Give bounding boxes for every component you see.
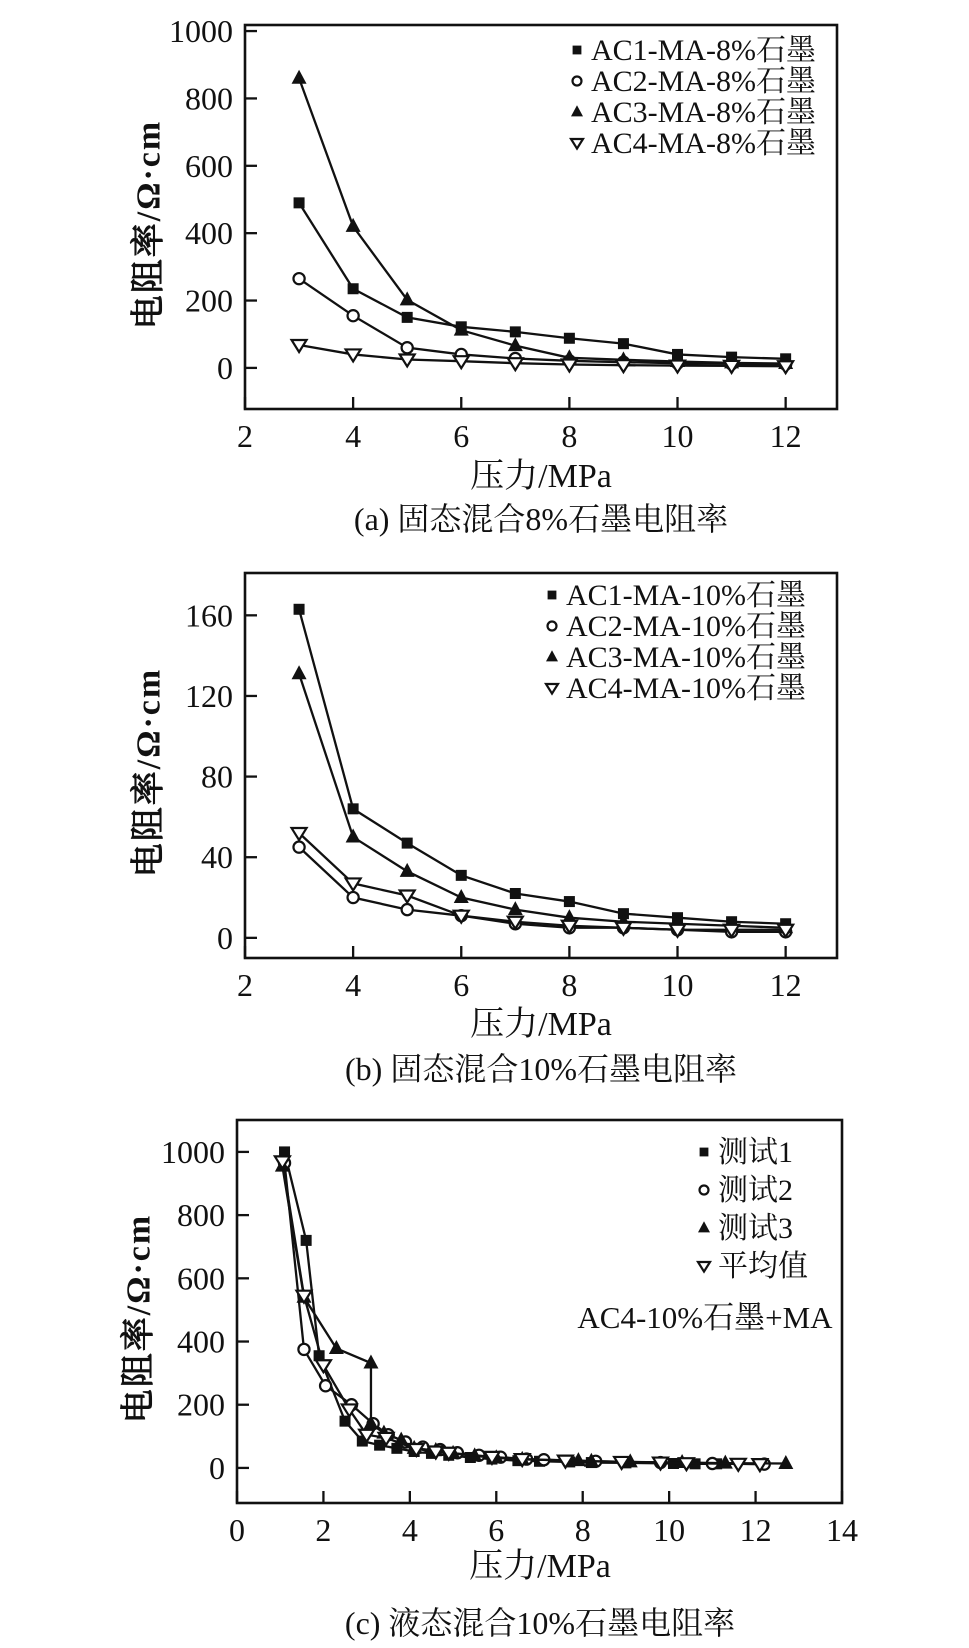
chart-a-ylabel: 电阻率/Ω·cm <box>130 119 168 330</box>
chart-b-xlabel: 压力/MPa <box>470 1006 612 1043</box>
chart-c-caption: (c) 液态混合10%石墨电阻率 <box>344 1605 736 1641</box>
chart-a-caption: (a) 固态混合8%石墨电阻率 <box>353 501 729 537</box>
chart-a-x-tick-label: 12 <box>769 418 802 454</box>
chart-b-series-marker-0 <box>348 803 359 814</box>
chart-a-series-line-0 <box>299 203 786 359</box>
chart-a-series-marker-0 <box>348 283 359 294</box>
chart-c-x-tick-label: 8 <box>574 1512 591 1548</box>
chart-b-series-marker-0 <box>510 888 521 899</box>
chart-c-y-tick-label: 1000 <box>161 1133 225 1170</box>
chart-a-y-tick-label: 400 <box>185 215 233 252</box>
chart-c-ylabel: 电阻率/Ω·cm <box>120 1213 158 1424</box>
chart-b-y-tick-label: 0 <box>217 919 233 956</box>
chart-b-series-marker-2 <box>292 665 307 679</box>
chart-b-x-tick-label: 4 <box>345 967 362 1003</box>
chart-c-legend-label-2: 测试3 <box>718 1212 793 1245</box>
chart-b-series-line-2 <box>299 674 786 928</box>
chart-b-x-tick-label: 6 <box>453 967 470 1003</box>
chart-c-legend-marker-1 <box>700 1186 709 1195</box>
chart-a-x-tick-label: 4 <box>345 418 362 454</box>
chart-c-xlabel: 压力/MPa <box>469 1548 611 1585</box>
chart-c-x-tick-label: 10 <box>653 1512 686 1548</box>
chart-c-x-tick-label: 6 <box>488 1512 505 1548</box>
chart-c-legend-marker-0 <box>700 1148 709 1157</box>
chart-b-legend-label-1: AC2-MA-10%石墨 <box>566 610 806 643</box>
chart-b-series-marker-1 <box>348 892 359 903</box>
chart-c-x-tick-label: 2 <box>315 1512 332 1548</box>
chart-b-series-marker-2 <box>400 863 415 877</box>
chart-c-legend-marker-2 <box>698 1221 710 1232</box>
chart-b-series-marker-0 <box>564 896 575 907</box>
chart-c-series-marker-3 <box>316 1360 331 1372</box>
chart-c-y-tick-label: 0 <box>209 1449 225 1486</box>
chart-a-series-marker-0 <box>402 312 413 323</box>
chart-b-legend-marker-3 <box>546 684 558 694</box>
chart-a-series-marker-1 <box>402 342 413 353</box>
chart-b-legend-marker-0 <box>548 591 557 600</box>
chart-b-series-marker-1 <box>402 904 413 915</box>
chart-c-series-marker-0 <box>301 1235 312 1246</box>
chart-a-legend-label-1: AC2-MA-8%石墨 <box>591 65 816 98</box>
chart-a-legend-label-3: AC4-MA-8%石墨 <box>591 127 816 160</box>
chart-c-y-tick-label: 600 <box>177 1260 225 1297</box>
chart-a-legend-marker-0 <box>573 46 582 55</box>
chart-c-x-tick-label: 0 <box>229 1512 245 1548</box>
chart-a-y-tick-label: 600 <box>185 147 233 184</box>
chart-c-x-tick-label: 12 <box>739 1512 772 1548</box>
chart-b-series-line-1 <box>299 847 786 932</box>
chart-a-y-tick-label: 0 <box>217 349 233 386</box>
chart-b-y-tick-label: 160 <box>185 597 233 634</box>
chart-b-y-tick-label: 120 <box>185 677 233 714</box>
chart-b-x-tick-label: 2 <box>237 967 253 1003</box>
chart-a-legend-marker-2 <box>571 105 583 116</box>
chart-a-x-tick-label: 2 <box>237 418 253 454</box>
chart-a-y-tick-label: 200 <box>185 282 233 319</box>
chart-b-y-tick-label: 40 <box>201 839 233 876</box>
chart-b-y-tick-label: 80 <box>201 758 233 795</box>
chart-b-x-tick-label: 12 <box>769 967 802 1003</box>
chart-a-x-tick-label: 6 <box>453 418 470 454</box>
chart-a-x-tick-label: 10 <box>661 418 694 454</box>
chart-b-caption: (b) 固态混合10%石墨电阻率 <box>345 1051 737 1087</box>
chart-a-series-marker-2 <box>292 70 307 84</box>
chart-a-legend-marker-3 <box>571 139 583 149</box>
chart-a-y-tick-label: 800 <box>185 80 233 117</box>
chart-c-legend-label-0: 测试1 <box>718 1136 793 1169</box>
chart-c-y-tick-label: 400 <box>177 1323 225 1360</box>
chart-a-legend-label-0: AC1-MA-8%石墨 <box>591 34 816 67</box>
chart-b-legend-marker-1 <box>548 622 557 631</box>
chart-b-legend-label-3: AC4-MA-10%石墨 <box>566 672 806 705</box>
chart-b-legend-label-2: AC3-MA-10%石墨 <box>566 641 806 674</box>
chart-b-legend-label-0: AC1-MA-10%石墨 <box>566 579 806 612</box>
chart-b-series-marker-0 <box>294 604 305 615</box>
chart-a-series-marker-0 <box>618 338 629 349</box>
chart-b-legend-marker-2 <box>546 650 558 661</box>
chart-b-x-tick-label: 8 <box>561 967 578 1003</box>
chart-a-series-marker-0 <box>510 326 521 337</box>
chart-c-series-marker-2 <box>778 1455 793 1469</box>
chart-b-ylabel: 电阻率/Ω·cm <box>130 667 168 878</box>
chart-a-y-tick-label: 1000 <box>169 13 233 50</box>
chart-c-series-marker-1 <box>320 1380 331 1391</box>
chart-c-x-tick-label: 14 <box>826 1512 858 1548</box>
chart-b-series-line-3 <box>299 833 786 930</box>
chart-b-series-marker-2 <box>346 829 361 843</box>
chart-b-series-marker-0 <box>402 838 413 849</box>
chart-a-series-marker-2 <box>346 218 361 232</box>
chart-a-x-tick-label: 8 <box>561 418 578 454</box>
chart-a-series-marker-1 <box>293 273 304 284</box>
chart-c-y-tick-label: 800 <box>177 1197 225 1234</box>
chart-a-xlabel: 压力/MPa <box>470 458 612 495</box>
chart-c-y-tick-label: 200 <box>177 1386 225 1423</box>
chart-a-series-marker-1 <box>348 310 359 321</box>
chart-a-series-marker-0 <box>294 197 305 208</box>
chart-b-series-marker-0 <box>456 870 467 881</box>
chart-a-series-marker-0 <box>564 333 575 344</box>
chart-a-legend-label-2: AC3-MA-8%石墨 <box>591 96 816 129</box>
chart-c-series-marker-1 <box>298 1344 309 1355</box>
chart-c-x-tick-label: 4 <box>401 1512 418 1548</box>
chart-a-legend-marker-1 <box>573 77 582 86</box>
chart-b-series-marker-1 <box>293 842 304 853</box>
chart-c-legend-label-1: 测试2 <box>718 1174 793 1207</box>
chart-c-legend-label-3: 平均值 <box>718 1250 808 1283</box>
chart-c-legend-marker-3 <box>698 1262 710 1272</box>
chart-b-x-tick-label: 10 <box>661 967 694 1003</box>
chart-c-annotation: AC4-10%石墨+MA <box>577 1300 833 1335</box>
